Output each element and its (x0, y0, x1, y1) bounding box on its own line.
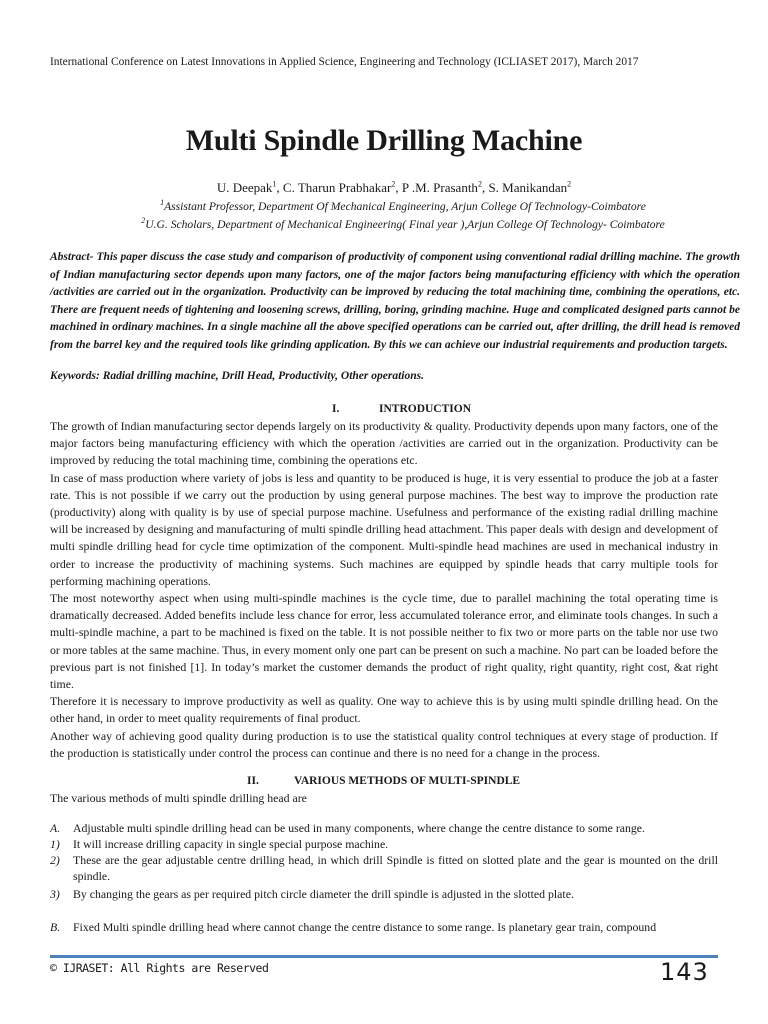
affiliation-1 (0, 200, 768, 213)
list-item-text: These are the gear adjustable centre drilling head, in which drill Spindle is fitted on slotted plate and the gear is mounted on the drill spindle. (73, 853, 718, 883)
introduction-body (50, 418, 718, 762)
author-affiliation-mark: 2 (391, 179, 396, 189)
author-name: U. Deepak (216, 180, 273, 195)
footer-rule (50, 955, 718, 958)
keywords: Keywords: Radial drilling machine, Drill Head, Productivity, Other operations. (50, 370, 424, 382)
paragraph: Therefore it is necessary to improve productivity as well as quality. One way to achieve this is by using multi spindle drilling head. On the other hand, in order to meet quality requirements of final product. (50, 694, 718, 726)
list-item-text: It will increase drilling capacity in single special purpose machine. (73, 837, 389, 851)
conference-header: International Conference on Latest Innovations in Applied Science, Engineering and Technology (ICLIASET 2017), March 2017 (50, 56, 639, 68)
methods-list-a (50, 820, 718, 902)
affiliation-mark: 1 (160, 198, 165, 208)
author-list (0, 180, 768, 196)
section-number: II. (247, 775, 259, 787)
list-item-text: Adjustable multi spindle drilling head can be used in many components, where change the centre distance to some range. (73, 821, 645, 835)
list-marker: 1) (50, 837, 60, 851)
methods-list-b (50, 919, 718, 935)
list-marker: A. (50, 821, 61, 835)
footer-copyright: © IJRASET: All Rights are Reserved (50, 961, 269, 975)
list-marker: 3) (50, 887, 60, 901)
author-affiliation-mark: 1 (272, 179, 277, 189)
paragraph: The most noteworthy aspect when using multi-spindle machines is the cycle time, due to parallel machining the total operating time is dramatically decreased. Added benefits include less chance for error, less accumulated tolerance error, and eliminate tools changes. In such a multi-spindle machine, a part to be machined is fixed on the table. It is not possible neither to fix two or more parts on the table nor use two or more tables at the same machine. Thus, in every moment only one part can be present on such a machine. No part can be loaded before the previous part is not finished [1]. In today’s market the customer demands the product of right quality, right quantity, right cost, &at right time. (50, 591, 718, 692)
methods-intro: The various methods of multi spindle drilling head are (50, 791, 307, 805)
affiliation-text: U.G. Scholars, Department of Mechanical Engineering( Final year ),Arjun College Of Technology- Coimbatore (145, 218, 665, 231)
affiliation-2 (0, 218, 768, 231)
section-number: I. (332, 403, 340, 415)
list-item-text: By changing the gears as per required pitch circle diameter the drill spindle is adjusted in the slotted plate. (73, 887, 574, 901)
affiliation-text: Assistant Professor, Department Of Mechanical Engineering, Arjun College Of Technology-Coimbatore (164, 200, 646, 213)
paragraph: Another way of achieving good quality during production is to use the statistical quality control techniques at every stage of production. If the production is statistically under control the process can continue and there is no need for a change in the process. (50, 728, 718, 760)
abstract: Abstract- This paper discuss the case study and comparison of productivity of component using conventional radial drilling machine. The growth of Indian manufacturing sector depends upon many factors, one of the major factors being manufacturing efficiency with which the operation /activities are carried out in the organization. Productivity can be improved by reducing the total machining time, combining the operations, etc. There are frequent needs of tightening and loosening screws, drilling, boring, grinding machine. Huge and complicated designed parts cannot be machined in ordinary machines. In a single machine all the above specified operations can be carried out, after drilling, the drill head is removed from the barrel key and the required tools like grinding application. By this we can achieve our industrial requirements and production targets. (50, 251, 740, 351)
author-name: C. Tharun Prabhakar (282, 180, 392, 195)
author-separator: , (481, 180, 489, 195)
section-heading-introduction: INTRODUCTION (379, 403, 472, 415)
list-marker: 2) (50, 853, 60, 867)
page-number: 143 (660, 958, 709, 986)
list-item-text: Fixed Multi spindle drilling head where cannot change the centre distance to some range. Is planetary gear train, compound (73, 920, 657, 934)
paragraph: In case of mass production where variety of jobs is less and quantity to be produced is huge, it is very essential to produce the job at a faster rate. This is not possible if we carry out the production by using general purpose machines. The best way to improve the production rate (productivity) along with quality is by use of special purpose machine. Usefulness and performance of the existing radial drilling machine will be increased by designing and manufacturing of multi spindle drilling head attachment. This paper deals with design and development of multi spindle drilling head for cycle time optimization of the component. Multi-spindle head machines are used in mechanical industry in order to increase the productivity of machining systems. Such machines are equipped by spindle heads that carry multiple tools for performing machining operations. (50, 470, 718, 588)
author-affiliation-mark: 2 (477, 179, 482, 189)
author-name: S. Manikandan (488, 180, 568, 195)
list-item (50, 886, 718, 902)
paragraph: The growth of Indian manufacturing sector depends largely on its productivity & quality. Productivity depends upon many factors, one of the major factors being manufacturing efficiency with which the operation /activities are carried out in the organization. Productivity can be improved by reducing the total machining time, combining the operations etc. (50, 419, 718, 468)
list-item (50, 852, 718, 884)
list-marker: B. (50, 920, 61, 934)
list-item (50, 820, 718, 836)
list-item (50, 919, 718, 935)
paper-title: Multi Spindle Drilling Machine (185, 124, 583, 157)
affiliation-mark: 2 (141, 216, 146, 226)
author-separator: , (276, 180, 283, 195)
author-affiliation-mark: 2 (567, 179, 572, 189)
author-name: P .M. Prasanth (401, 180, 478, 195)
author-separator: , (395, 180, 402, 195)
section-heading-methods: VARIOUS METHODS OF MULTI-SPINDLE (294, 775, 521, 787)
list-item (50, 836, 718, 852)
